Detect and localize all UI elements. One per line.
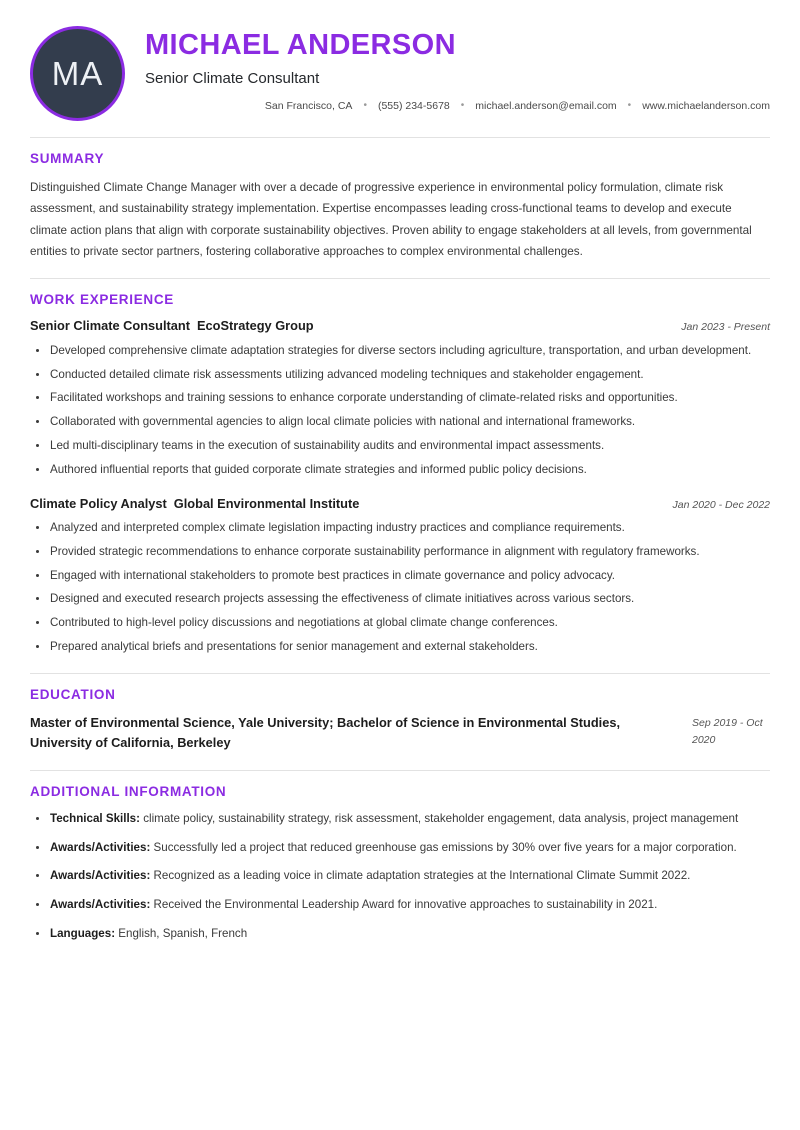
avatar: [30, 26, 125, 121]
resume-header: [30, 22, 770, 121]
job-heading: [30, 496, 359, 513]
jobs-container: [30, 318, 770, 657]
additional-info-label: Awards/Activities:: [50, 898, 151, 912]
job-bullet: Prepared analytical briefs and presentations for senior management and external stakeholders.: [48, 638, 770, 657]
job-heading: [30, 318, 314, 335]
job-bullet: Designed and executed research projects assessing the effectiveness of climate initiatives across various sectors.: [48, 590, 770, 609]
job-bullet: Contributed to high-level policy discussions and negotiations at global climate change conferences.: [48, 614, 770, 633]
job-bullet: Provided strategic recommendations to enhance corporate sustainability performance in alignment with regulatory frameworks.: [48, 543, 770, 562]
section-title-additional-information: ADDITIONAL INFORMATION: [30, 783, 227, 799]
job-entry: [30, 318, 770, 479]
job-header: [30, 496, 770, 513]
job-date: Jan 2023 - Present: [681, 321, 770, 334]
additional-info-item: [48, 810, 770, 829]
contact-location: San Francisco, CA: [264, 99, 353, 112]
contact-website[interactable]: www.michaelanderson.com: [642, 99, 770, 112]
additional-info-item: [48, 896, 770, 915]
job-header: [30, 318, 770, 335]
additional-info-text: English, Spanish, French: [115, 926, 248, 940]
summary-text: Distinguished Climate Change Manager with over a decade of progressive experience in environmental policy formulation, climate risk assessment, and sustainability strategy implementation. Expertise encompasses leading cross-functional teams to develop and execute climate action plans that align with corporate sustainability objectives. Proven ability to engage stakeholders at all levels, from governmental entities to private sector partners, fostering collaborative approaches to complex environmental challenges.: [30, 181, 752, 258]
section-additional-information: [30, 771, 770, 944]
avatar-wrapper: [30, 22, 125, 121]
contact-separator-icon: •: [363, 100, 367, 112]
additional-info-item: [48, 839, 770, 858]
header-text-block: [125, 22, 770, 112]
header-job-subtitle: Senior Climate Consultant: [145, 69, 320, 87]
additional-info-label: Awards/Activities:: [50, 840, 151, 854]
education-date: Sep 2019 - Oct 2020: [692, 716, 763, 746]
job-bullet: Analyzed and interpreted complex climate legislation impacting industry practices and compliance requirements.: [48, 519, 770, 538]
job-bullet: Authored influential reports that guided corporate climate strategies and informed public policy decisions.: [48, 461, 770, 480]
additional-info-label: Languages:: [50, 926, 116, 940]
page-title: MICHAEL ANDERSON: [145, 29, 456, 61]
additional-info-text: climate policy, sustainability strategy, risk assessment, stakeholder engagement, data analysis, project management: [140, 811, 739, 825]
job-bullet: Led multi-disciplinary teams in the execution of sustainability audits and environmental impact assessments.: [48, 437, 770, 456]
contact-email[interactable]: michael.anderson@email.com: [475, 99, 617, 112]
education-container: [30, 713, 770, 754]
section-title-work-experience: WORK EXPERIENCE: [30, 292, 175, 308]
additional-info-list: [30, 810, 770, 944]
contact-phone[interactable]: (555) 234-5678: [377, 99, 450, 112]
job-bullet: Collaborated with governmental agencies to align local climate policies with national and international frameworks.: [48, 413, 770, 432]
additional-info-text: Successfully led a project that reduced greenhouse gas emissions by 30% over five years for a major corporation.: [150, 840, 737, 854]
job-date: Jan 2020 - Dec 2022: [672, 498, 770, 511]
job-bullet-list: [30, 519, 770, 657]
contact-line: [145, 100, 770, 112]
additional-info-item: [48, 867, 770, 886]
section-work-experience: [30, 279, 770, 657]
job-company: Global Environmental Institute: [173, 495, 360, 511]
avatar-initials: MA: [51, 54, 104, 92]
job-entry: [30, 496, 770, 657]
job-company: EcoStrategy Group: [196, 318, 314, 334]
additional-info-text: Received the Environmental Leadership Award for innovative approaches to sustainability in 2021.: [150, 898, 658, 912]
job-bullet-list: [30, 342, 770, 480]
education-entry: [30, 713, 770, 754]
additional-info-label: Awards/Activities:: [50, 869, 151, 883]
additional-info-item: [48, 925, 770, 944]
job-position: Senior Climate Consultant: [30, 318, 190, 334]
section-summary: [30, 138, 770, 262]
additional-info-label: Technical Skills:: [50, 811, 140, 825]
education-degree: Master of Environmental Science, Yale University; Bachelor of Science in Environmental Studies, University of California, Berkeley: [30, 714, 621, 751]
section-title-education: EDUCATION: [30, 686, 116, 702]
job-bullet: Developed comprehensive climate adaptation strategies for diverse sectors including agriculture, transportation, and urban development.: [48, 342, 770, 361]
job-bullet: Facilitated workshops and training sessions to enhance corporate understanding of climate-related risks and opportunities.: [48, 389, 770, 408]
section-title-summary: SUMMARY: [30, 151, 105, 166]
contact-separator-icon: •: [627, 100, 632, 112]
job-position: Climate Policy Analyst: [30, 495, 167, 511]
contact-separator-icon: •: [460, 100, 465, 112]
additional-info-text: Recognized as a leading voice in climate adaptation strategies at the International Climate Summit 2022.: [150, 869, 691, 883]
job-bullet: Engaged with international stakeholders to promote best practices in climate governance and policy advocacy.: [48, 567, 770, 586]
job-bullet: Conducted detailed climate risk assessments utilizing advanced modeling techniques and stakeholder engagement.: [48, 366, 770, 385]
section-education: [30, 674, 770, 754]
